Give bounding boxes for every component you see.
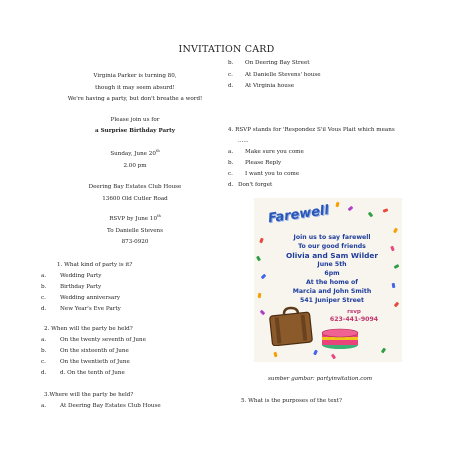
confetti-dot <box>273 352 277 358</box>
invitation-party: a Surprise Birthday Party <box>95 128 175 134</box>
invitation-date: Sunday, June 20th <box>110 149 160 157</box>
q1-option-a-letter: a. <box>41 273 47 279</box>
confetti-dot <box>348 206 354 212</box>
q1-option-c-letter: c. <box>41 295 46 301</box>
card-line-1: Join us to say farewell <box>293 234 371 241</box>
confetti-dot <box>383 208 389 213</box>
q3-option-c-letter: c. <box>228 72 233 78</box>
q2-option-a: On the twenty seventh of June <box>60 337 146 343</box>
confetti-dot <box>258 293 262 298</box>
q2-option-d-letter: d. <box>41 370 47 376</box>
card-line-2: To our good friends <box>298 243 366 250</box>
card-rsvp: rsvp <box>347 309 361 315</box>
q2-option-c: On the twentieth of June <box>60 359 130 365</box>
q4-option-d-letter: d. <box>228 182 234 188</box>
card-hosts: Marcia and John Smith <box>292 288 372 295</box>
confetti-dot <box>393 228 398 234</box>
hat-box-icon <box>320 326 360 350</box>
invitation-rsvp: RSVP by June 10th <box>109 214 161 222</box>
image-source: sumber gambar: partyinvitation.com <box>268 376 373 382</box>
confetti-dot <box>381 348 386 354</box>
q1-option-d: New Year's Eve Party <box>60 306 121 312</box>
q1-option-c: Wedding anniversary <box>60 295 121 301</box>
q3-option-a: At Deering Bay Estates Club House <box>60 403 161 409</box>
question-2: 2. When will the party be held? <box>44 326 133 332</box>
invitation-rsvp-to: To Danielle Stevens <box>107 228 163 234</box>
card-names: Olivia and Sam Wilder <box>285 251 379 260</box>
q3-option-d: At Virginia house <box>245 83 294 89</box>
confetti-dot <box>256 256 261 262</box>
page-title: INVITATION CARD <box>178 44 275 55</box>
q3-option-a-letter: a. <box>41 403 47 409</box>
confetti-dot <box>260 310 266 316</box>
invitation-join: Please join us for <box>110 117 160 123</box>
confetti-dot <box>313 350 318 356</box>
q4-blank: ...... <box>238 138 249 144</box>
q4-option-d: Don't forget <box>238 182 273 188</box>
confetti-dot <box>368 212 374 218</box>
q4-option-b-letter: b. <box>228 160 234 166</box>
q2-option-a-letter: a. <box>41 337 47 343</box>
question-4: 4. RSVP stands for 'Respondez S'il Vous Plait which means <box>228 127 395 133</box>
q4-option-a-letter: a. <box>228 149 234 155</box>
card-street: 541 Juniper Street <box>300 297 364 304</box>
farewell-card-image <box>254 198 402 362</box>
q4-option-b: Please Reply <box>245 160 282 166</box>
question-3: 3.Where will the party be held? <box>44 392 134 398</box>
confetti-dot <box>335 202 339 208</box>
invitation-address: 13600 Old Cutler Road <box>102 196 168 202</box>
invitation-time: 2.00 pm <box>123 163 147 169</box>
confetti-dot <box>331 354 336 360</box>
q1-option-b: Birthday Party <box>60 284 102 290</box>
card-date: June 5th <box>317 261 347 268</box>
q2-option-d: d. On the tenth of June <box>60 370 125 376</box>
invitation-line-1: Virginia Parker is turning 80, <box>93 73 177 79</box>
q4-option-c: I want you to come <box>245 171 300 177</box>
suitcase-icon <box>268 306 314 346</box>
q3-option-b-letter: b. <box>228 60 234 66</box>
q4-option-c-letter: c. <box>228 171 233 177</box>
q3-option-b: On Deering Bay Street <box>245 60 310 66</box>
question-1: 1. What kind of party is it? <box>57 262 133 268</box>
card-phone: 623-441-9094 <box>329 316 379 323</box>
q2-option-c-letter: c. <box>41 359 46 365</box>
card-line-3: At the home of <box>305 279 358 286</box>
q4-option-a: Make sure you come <box>245 149 304 155</box>
invitation-phone: 873-0920 <box>121 239 149 245</box>
q2-option-b-letter: b. <box>41 348 47 354</box>
q1-option-b-letter: b. <box>41 284 47 290</box>
invitation-line-3: We're having a party, but don't breathe a word! <box>67 96 203 102</box>
question-5: 5. What is the purposes of the text? <box>241 398 342 404</box>
card-heading: Farewell <box>267 203 330 227</box>
q3-option-d-letter: d. <box>228 83 234 89</box>
invitation-line-2: though it may seem absurd! <box>95 85 175 91</box>
q1-option-d-letter: d. <box>41 306 47 312</box>
q3-option-c: At Danielle Stevens' house <box>245 72 321 78</box>
card-time: 6pm <box>324 270 340 277</box>
q1-option-a: Wedding Party <box>60 273 102 279</box>
invitation-venue: Deering Bay Estates Club House <box>88 184 182 190</box>
q2-option-b: On the sixteenth of June <box>60 348 129 354</box>
